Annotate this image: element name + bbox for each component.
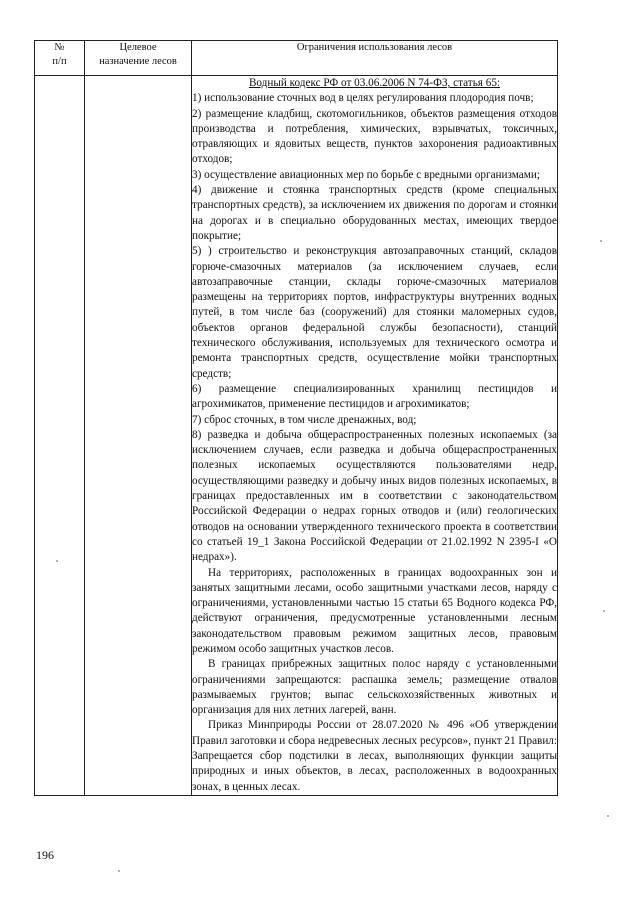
list-item: 4) движение и стоянка транспортных средств (кроме специальных транспортных средств), за исключением их движения по дорогам и стоянки на дорогах и в специально оборудованных местах, имеющих твердое покрытие; [192,184,557,242]
list-item: 6) размещение специализированных хранилищ пестицидов и агрохимикатов, применение пестицидов и агрохимикатов; [192,382,557,411]
cell-purpose [85,76,192,796]
paragraph: На территориях, расположенных в границах водоохранных зон и занятых защитными лесами, особо защитными участками лесов, наряду с ограничениями, установленными частью 15 статьи 65 Водного кодекса РФ, действуют ограничения, предусмотренные установленными лесным законодательством правовым режимом защитных лесов, правовым режимом особо защитных участков лесов. [192,566,557,655]
table-row [35,76,558,796]
header-purpose: Целевое назначение лесов [85,41,192,76]
paragraph: Приказ Минприроды России от 28.07.2020 № 496 «Об утверждении Правил заготовки и сбора недревесных лесных ресурсов», пункт 21 Правил: Запрещается сбор подстилки в лесах, выполняющих функции защиты природных и иных объектов, в лесах, расположенных в водоохранных зонах, в ценных лесах. [192,719,557,793]
cell-num [35,76,85,796]
list-item: 2) размещение кладбищ, скотомогильников, объектов размещения отходов производства и потребления, химических, взрывчатых, токсичных, отравляющих и ядовитых веществ, пунктов захоронения радиоактивных отходов; [192,107,557,166]
paragraph: В границах прибрежных защитных полос наряду с установленными ограничениями запрещаются: распашка земель; размещение отвалов размываемых грунтов; выпас сельскохозяйственных животных и организация для них летних лагерей, ванн. [192,658,557,717]
header-restrictions: Ограничения использования лесов [192,41,558,76]
scan-speck [56,560,58,562]
scan-speck [118,870,120,872]
header-num: № п/п [35,41,85,76]
list-item: 7) сброс сточных, в том числе дренажных, вод; [192,413,417,426]
list-item: 8) разведка и добыча общераспространенных полезных ископаемых (за исключением случаев, если разведка и добыча общераспространенных полезных ископаемых осуществляются пользователями недр, осуществляющими разведку и добычу иных видов полезных ископаемых, в границах предоставленных им в соответствии с законодательством Российской Федерации о недрах горных отводов и (или) геологических отводов на основании утвержденного технического проекта в соответствии со статьей 19_1 Закона Российской Федерации от 21.02.1992 N 2395-I «О недрах»). [192,428,557,564]
cell-restrictions [192,76,558,796]
table-header-row [35,41,558,76]
water-code-title: Водный кодекс РФ от 03.06.2006 N 74-ФЗ, статья 65: [248,77,501,89]
list-item: 1) использование сточных вод в целях регулирования плодородия почв; [192,92,534,105]
scan-speck [600,240,602,242]
list-item: 3) осуществление авиационных мер по борьбе с вредными организмами; [192,168,540,181]
list-item: 5) ) строительство и реконструкция автозаправочных станций, складов горюче-смазочных материалов (за исключением случаев, если автозаправочные станции, склады горюче-смазочных материалов размещены на территориях портов, инфраструктуры внутренних водных путей, в том числе баз (сооружений) для стоянки маломерных судов, объектов органов федеральной службы безопасности), станций технического обслуживания, используемых для технического осмотра и ремонта транспортных средств, осуществление мойки транспортных средств; [192,245,557,380]
page-number: 196 [36,848,54,862]
scan-speck [603,610,605,612]
scan-speck [607,815,609,817]
restrictions-table [34,40,558,796]
